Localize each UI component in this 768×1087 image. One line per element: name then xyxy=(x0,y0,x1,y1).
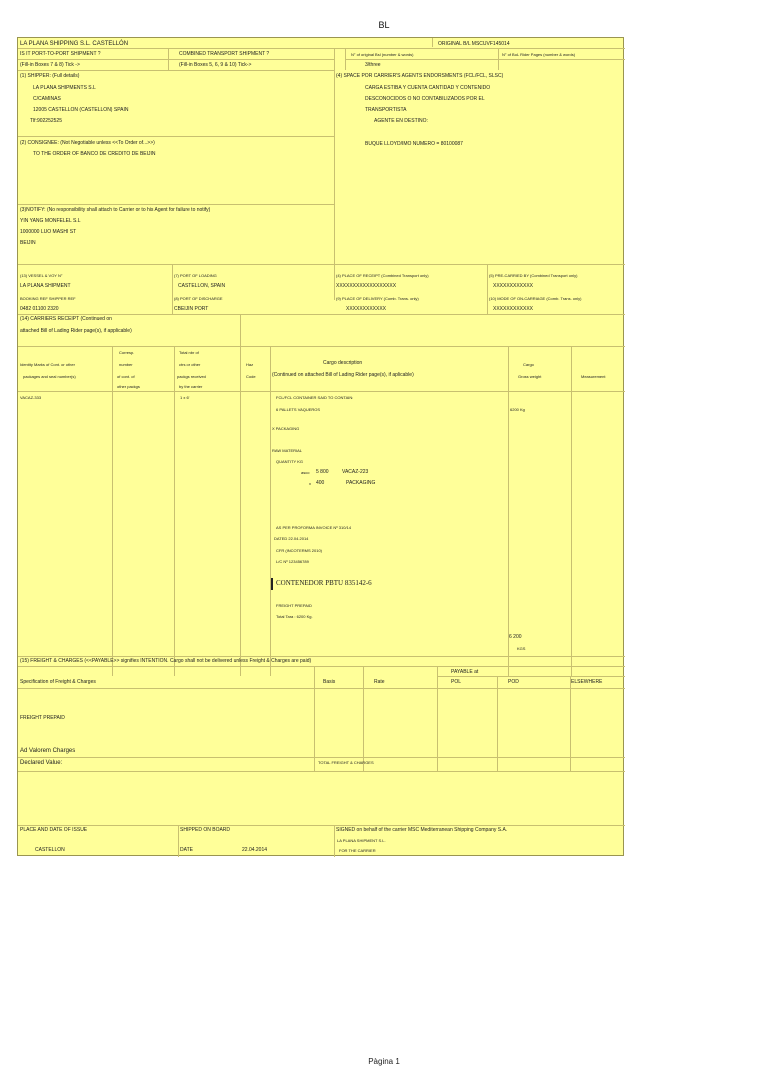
divider xyxy=(18,666,625,667)
divider xyxy=(178,825,179,857)
divider xyxy=(437,676,625,677)
total-value: 1 x 6' xyxy=(180,395,190,400)
notify-label: (3)NOTIFY: (No responsibility shall attach to Carrier or to his Agent for failure to notify) xyxy=(20,207,211,213)
signer-name: LA PLANA SHIPMENT S.L. xyxy=(337,838,386,843)
vessel-label: (13) VESSEL & VOY N° xyxy=(20,273,63,278)
qty1-value: 5 800 xyxy=(316,469,329,475)
container-number: CONTENEDOR PBTU 835142-6 xyxy=(276,579,372,587)
divider xyxy=(112,346,113,676)
description-header: Cargo description xyxy=(323,360,363,366)
corresp-header: Corresp. xyxy=(119,350,135,355)
divider xyxy=(314,666,315,771)
precarried-label: (5) PRE-CARRIED BY (Combined Transport only) xyxy=(489,273,578,278)
combined-transport-hint: (Fill-in Boxes 5, 6, 9 & 10) Tick-> xyxy=(179,62,252,68)
divider xyxy=(174,346,175,676)
total-header: by the carrier xyxy=(179,384,203,389)
shipper-line: 12005 CASTELLON (CASTELLON) SPAIN xyxy=(33,107,129,113)
divider xyxy=(172,264,173,314)
payable-at-header: PAYABLE at xyxy=(451,669,479,675)
endorsement-line: TRANSPORTISTA xyxy=(365,107,407,113)
shipper-label: (1) SHIPPER: (Full details) xyxy=(20,73,80,79)
divider xyxy=(18,70,334,71)
pol-header: POL xyxy=(451,679,462,685)
endorsements-label: (4) SPACE POR CARRIER'S AGENTS ENDORSMENTS (FCL/FCL, SLSC) xyxy=(336,73,504,79)
divider xyxy=(18,264,625,265)
shipped-on-board-label: SHIPPED ON BOARD xyxy=(180,827,231,833)
qty1-item: VACAZ-223 xyxy=(342,469,369,475)
delivery-label: (9) PLACE OF DELIVERY (Comb. Trans. only) xyxy=(336,296,419,301)
haz-header: Haz xyxy=(246,362,254,367)
qty2-item: PACKAGING xyxy=(346,480,376,486)
endorsement-line: CARGA ESTIBA Y CUENTA CANTIDAD Y CONTENIDO xyxy=(365,85,491,91)
shipper-line: C/CAMINAS xyxy=(33,96,61,102)
weight-header: Cargo xyxy=(523,362,534,367)
cargo-desc-line: QUANTITY KG xyxy=(276,459,304,464)
oncarriage-label: (10) MODE OF ON-CARRIAGE (Comb. Trans. only) xyxy=(489,296,582,301)
text-cursor-marker xyxy=(271,578,273,590)
divider xyxy=(18,346,625,347)
rider-pages-label: N° of BoL Rider Pages (number & words) xyxy=(502,52,576,57)
combined-transport-question: COMBINED TRANSPORT SHIPMENT ? xyxy=(179,51,270,57)
discharge-label: (8) PORT OF DISCHARGE xyxy=(174,296,223,301)
shipper-line: LA PLANA SHIPMENTS S.L xyxy=(33,85,96,91)
divider xyxy=(18,757,625,758)
divider xyxy=(18,136,334,137)
elsewhere-header: ELSEWHERE xyxy=(571,679,603,685)
divider xyxy=(18,825,625,826)
measurement-header: Measurement xyxy=(581,374,606,379)
marks-value: VACAZ-333 xyxy=(20,395,42,400)
for-carrier: FOR THE CARRIER xyxy=(339,848,376,853)
divider xyxy=(240,314,241,346)
vessel-imo: BUQUE LLOYD/IMO NUMERO = 80100087 xyxy=(365,141,463,147)
endorsement-line: DESCONOCIDOS O NO CONTABILIZADOS POR EL xyxy=(365,96,485,102)
loading-label: (7) PORT OF LOADING xyxy=(174,273,217,278)
divider xyxy=(18,771,625,772)
originals-value: 3/three xyxy=(365,62,381,68)
cargo-desc-line: FCL/FCL CONTAINER SAID TO CONTAIN: xyxy=(276,395,354,400)
weight-total: 6 200 xyxy=(509,634,522,640)
original-bl-number: ORIGINAL B/L MSCUVF145014 xyxy=(438,41,510,47)
invoice-date: DATED 22.04.2014 xyxy=(274,536,309,541)
corresp-header: of cont. of xyxy=(117,374,135,379)
lc-number: L/C Nº 123456789 xyxy=(276,559,309,564)
divider xyxy=(363,666,364,771)
port-to-port-question: IS IT PORT-TO-PORT SHIPMENT ? xyxy=(20,51,101,57)
divider xyxy=(432,38,433,47)
divider xyxy=(334,825,335,857)
divider xyxy=(18,59,334,60)
divider xyxy=(18,688,625,689)
total-freight: TOTAL FREIGHT & CHARGES xyxy=(318,760,374,765)
qty2-prefix: x xyxy=(309,481,311,486)
divider xyxy=(270,346,271,676)
spec-label: Specification of Freight & Charges xyxy=(20,679,96,685)
divider xyxy=(18,204,334,205)
total-header: packgs received xyxy=(177,374,206,379)
page-footer: Pàgina 1 xyxy=(368,1057,400,1066)
booking-value: 0482 01100 2320 xyxy=(20,306,59,312)
divider xyxy=(487,264,488,314)
vessel-value: LA PLANA SHIPMENT xyxy=(20,283,71,289)
total-tara: Total Tara : 6200 Kg. xyxy=(276,614,313,619)
agent-label: AGENTE EN DESTINO: xyxy=(374,118,428,124)
basis-header: Basis xyxy=(323,679,336,685)
delivery-value: XXXXXXXXXXXX xyxy=(346,306,387,312)
carriers-receipt-line1: (14) CARRIERS RECEIPT (Continued on xyxy=(20,316,112,322)
divider xyxy=(18,48,625,49)
signed-label: SIGNED on behalf of the carrier MSC Mediterranean Shipping Company S.A. xyxy=(336,827,508,833)
divider xyxy=(345,59,625,60)
notify-line: BEIJIN xyxy=(20,240,36,246)
rate-header: Rate xyxy=(374,679,385,685)
divider xyxy=(334,48,335,70)
divider xyxy=(437,666,438,771)
total-header: ctrs or other xyxy=(179,362,201,367)
company-name: LA PLANA SHIPPING S.L. CASTELLÓN xyxy=(20,41,129,47)
weight-header: Gross weight xyxy=(518,374,542,379)
place-date-label: PLACE AND DATE OF ISSUE xyxy=(20,827,88,833)
booking-label: BOOKING REF SHIPPER REF xyxy=(20,296,76,301)
consignee-label: (2) CONSIGNEE: (Not Negotiable unless <<To Order of...>>) xyxy=(20,140,155,146)
freight-note: FREIGHT PREPAID xyxy=(276,603,312,608)
gross-weight-value: 6200 Kg xyxy=(510,407,525,412)
freight-prepaid: FREIGHT PREPAID xyxy=(20,715,65,721)
haz-header: Code xyxy=(246,374,256,379)
corresp-header: number xyxy=(119,362,133,367)
invoice-ref: AS PER PROFORMA INVOICE Nº 310/14 xyxy=(276,525,352,530)
divider xyxy=(508,346,509,676)
total-header: Total nbr of xyxy=(179,350,199,355)
corresp-header: other packgs xyxy=(117,384,140,389)
divider xyxy=(240,346,241,676)
qty2-value: 400 xyxy=(316,480,325,486)
declared-value: Declared Value: xyxy=(20,760,63,766)
shipper-line: Tlf:902252525 xyxy=(30,118,62,124)
divider xyxy=(334,70,335,300)
bill-of-lading-form xyxy=(17,37,624,856)
port-to-port-hint: (Fill-in Boxes 7 & 8) Tick -> xyxy=(20,62,80,68)
pod-header: POD xyxy=(508,679,519,685)
qty1-prefix: asco xyxy=(301,470,310,475)
date-value: 22.04.2014 xyxy=(242,847,268,853)
divider xyxy=(18,391,625,392)
discharge-value: CBEIJIN PORT xyxy=(174,306,209,312)
notify-line: YIN YANG MONFELEL S.L xyxy=(20,218,81,224)
notify-line: 1000000 LUO MASHI ST xyxy=(20,229,77,235)
marks-header: Identity Marks of Cont. or other xyxy=(20,362,75,367)
receipt-label: (4) PLACE OF RECEIPT (Combined Transport only) xyxy=(336,273,429,278)
originals-label: N° of original Bsl (number & words) xyxy=(351,52,414,57)
date-label: DATE xyxy=(180,847,193,853)
description-subheader: (Continued on attached Bill of Lading Rider page(s), if aplicable) xyxy=(272,372,414,378)
cargo-desc-line: 6 PALLETS VAQUEROS xyxy=(276,407,321,412)
ad-valorem: Ad Valorem Charges xyxy=(20,748,76,754)
divider xyxy=(18,314,625,315)
receipt-value: XXXXXXXXXXXXXXXXXX xyxy=(336,283,397,289)
freight-charges-label: (15) FREIGHT & CHARGES (<<PAYABLE>> signifies INTENTION. Cargo shall not be delivered unless Freight & Charges are paid) xyxy=(20,658,312,664)
oncarriage-value: XXXXXXXXXXXX xyxy=(493,306,534,312)
cargo-desc-line: X PACKAGING xyxy=(272,426,300,431)
incoterms: CFR (INCOTERMS 2010) xyxy=(276,548,323,553)
consignee-value: TO THE ORDER OF BANCO DE CREDITO DE BEIJIN xyxy=(33,151,156,157)
place-value: CASTELLON xyxy=(35,847,65,853)
marks-header: packages and seal number(s) xyxy=(23,374,76,379)
weight-unit: KGS xyxy=(517,646,526,651)
precarried-value: XXXXXXXXXXXX xyxy=(493,283,534,289)
divider xyxy=(571,346,572,676)
carriers-receipt-line2: attached Bill of Lading Rider page(s), if applicable) xyxy=(20,328,132,334)
page-title: BL xyxy=(378,20,390,30)
divider xyxy=(18,656,625,657)
cargo-desc-line: RAW MATERIAL xyxy=(272,448,303,453)
loading-value: CASTELLON, SPAIN xyxy=(178,283,226,289)
